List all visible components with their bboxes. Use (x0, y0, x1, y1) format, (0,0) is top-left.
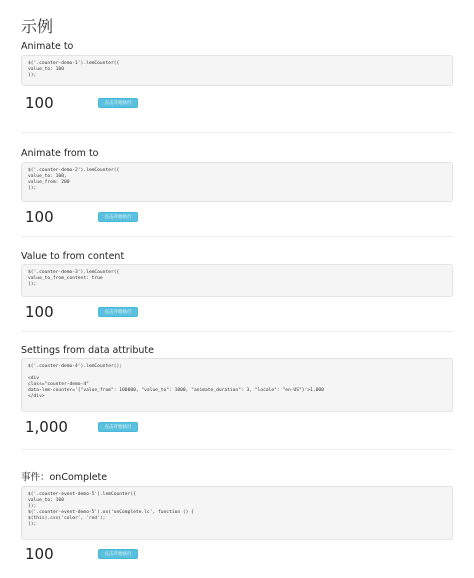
code-block-value-from-content: $('.counter-demo-3').lemCounter({ value_to_from_content: true }); (21, 264, 453, 297)
counter-value-animate-from-to: 100 (25, 208, 54, 226)
section-title-on-complete: 事件：onComplete (21, 472, 108, 483)
start-button-data-attribute[interactable]: 点击开始执行 (98, 422, 138, 432)
code-block-data-attribute: $('.counter-demo-4').lemCounter(); <div class="counter-demo-4" data-lem-counter='{"value_from": 100000, "value_to": 1000, "animate_duration": 3, "locale": "en-US"}'>1,000 </div> (21, 358, 453, 412)
section-title-animate-to: Animate to (21, 41, 74, 52)
section-divider (21, 236, 453, 237)
start-button-on-complete[interactable]: 点击开始执行 (98, 549, 138, 559)
section-divider (21, 331, 453, 332)
start-button-animate-to[interactable]: 点击开始执行 (98, 98, 138, 108)
section-title-animate-from-to: Animate from to (21, 148, 99, 159)
section-title-value-from-content: Value to from content (21, 251, 125, 262)
page-title: 示例 (21, 17, 54, 36)
counter-value-data-attribute: 1,000 (25, 418, 68, 436)
counter-value-on-complete: 100 (25, 545, 54, 563)
code-block-on-complete: $('.counter-event-demo-5').lemCounter({ value_to: 100 }); $('.counter-event-demo-5').on('onComplete.lc', function () { $(this).css('color', 'red'); }); (21, 486, 453, 540)
section-divider (21, 132, 453, 133)
start-button-animate-from-to[interactable]: 点击开始执行 (98, 212, 138, 222)
section-divider (21, 449, 453, 450)
section-title-data-attribute: Settings from data attribute (21, 345, 154, 356)
code-block-animate-to: $('.counter-demo-1').lemCounter({ value_to: 100 }); (21, 55, 453, 86)
code-block-animate-from-to: $('.counter-demo-2').lemCounter({ value_to: 100, value_from: 200 }); (21, 162, 453, 202)
counter-value-value-from-content: 100 (25, 303, 54, 321)
counter-value-animate-to: 100 (25, 94, 54, 112)
start-button-value-from-content[interactable]: 点击开始执行 (98, 307, 138, 317)
